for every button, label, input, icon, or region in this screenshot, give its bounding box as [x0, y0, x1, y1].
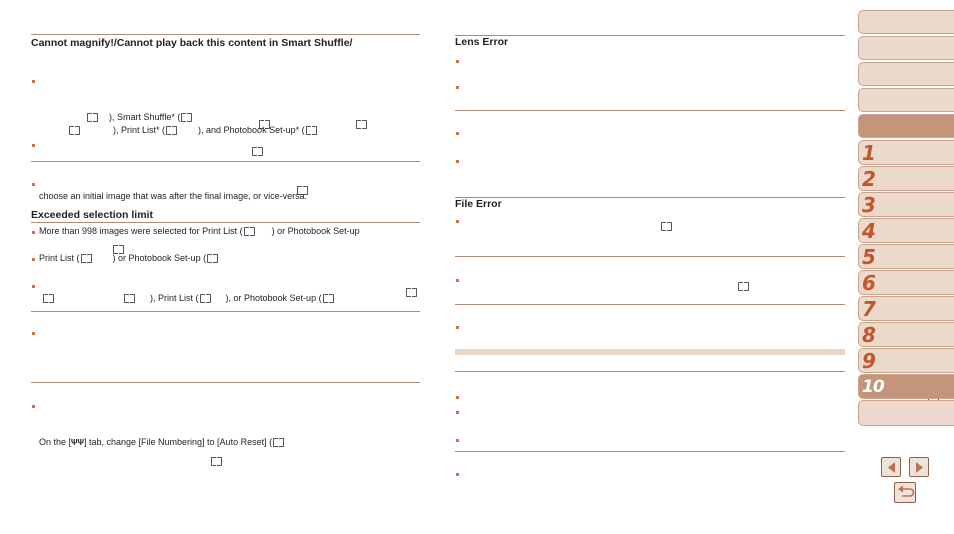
tab-index[interactable] [858, 400, 954, 426]
bullet [32, 183, 35, 186]
rule [31, 161, 420, 162]
rule [455, 35, 845, 36]
bullet [456, 411, 459, 414]
ref-line-1 [86, 112, 193, 123]
rule [455, 304, 845, 305]
bullet [456, 86, 459, 89]
section-heading-file-error: File Error [455, 198, 502, 210]
text: More than 998 images were selected for Print List ( [39, 226, 243, 236]
text: ), Smart Shuffle* ( [109, 112, 181, 122]
back-button[interactable] [894, 482, 916, 503]
bullet [456, 326, 459, 329]
text: ] tab, change [File Numbering] to [Auto Reset] ( [83, 437, 273, 447]
rule [31, 311, 420, 312]
bullet [456, 279, 459, 282]
bullet [456, 396, 459, 399]
book-icon [211, 457, 222, 465]
bullet [32, 258, 35, 261]
tab-label-10: 10 [862, 377, 884, 397]
text: ), or Photobook Set-up ( [225, 293, 322, 303]
book-icon [356, 120, 367, 128]
text: ), Print List ( [150, 293, 199, 303]
return-icon [895, 483, 917, 504]
tab-label-1: 1 [862, 141, 876, 165]
tools-tab-icon: ΨΨ [71, 438, 84, 447]
bullet [456, 160, 459, 163]
rule [31, 382, 420, 383]
right-arrow-icon [910, 458, 930, 478]
book-icon [406, 288, 417, 296]
book-icon [87, 113, 98, 121]
book-icon [69, 126, 80, 134]
section-heading-selection: Exceeded selection limit [31, 209, 153, 221]
rule [455, 451, 845, 452]
book-icon [81, 254, 92, 262]
book-icon [113, 245, 124, 253]
book-icon [323, 294, 334, 302]
rule [455, 110, 845, 111]
rule [455, 256, 845, 257]
section-separator-bar [455, 349, 845, 355]
text-choose-initial: choose an initial image that was after the final image, or vice-versa. [39, 191, 308, 201]
tab-contents[interactable] [858, 36, 954, 60]
bullet [456, 60, 459, 63]
tab-basic-guide[interactable] [858, 62, 954, 86]
bullet [32, 332, 35, 335]
text-print-list-2 [42, 293, 335, 304]
text-more-than [39, 226, 360, 237]
text: ) or Photobook Set-up [271, 226, 360, 236]
bullet [456, 132, 459, 135]
text: On the [ [39, 437, 72, 447]
tab-advanced-guide[interactable] [858, 88, 954, 112]
section-heading-magnify: Cannot magnify!/Cannot play back this content in Smart Shuffle/ [31, 37, 353, 49]
section-heading-lens-error: Lens Error [455, 36, 509, 48]
book-icon [181, 113, 192, 121]
book-icon [661, 222, 672, 230]
next-page-button[interactable] [909, 457, 929, 477]
bullet [32, 405, 35, 408]
tab-label-9: 9 [862, 349, 876, 373]
tab-label-2: 2 [862, 167, 876, 191]
book-icon [200, 294, 211, 302]
left-arrow-icon [882, 458, 902, 478]
book-icon [252, 147, 263, 155]
ref-line-2 [68, 125, 318, 136]
tab-label-3: 3 [862, 193, 876, 217]
bullet [32, 285, 35, 288]
book-icon [273, 438, 284, 446]
text: ) or Photobook Set-up ( [112, 253, 207, 263]
tab-camera-basics[interactable] [858, 114, 954, 138]
book-icon [244, 227, 255, 235]
tab-label-8: 8 [862, 323, 876, 347]
tab-label-5: 5 [862, 245, 876, 269]
bullet [456, 220, 459, 223]
bullet [32, 144, 35, 147]
text: ), Print List* ( [113, 125, 166, 135]
bullet [32, 80, 35, 83]
rule [455, 371, 845, 372]
bullet [456, 473, 459, 476]
tab-label-6: 6 [862, 271, 876, 295]
tab-cover[interactable] [858, 10, 954, 34]
book-icon [124, 294, 135, 302]
rule [31, 34, 420, 35]
book-icon [306, 126, 317, 134]
book-icon [738, 282, 749, 290]
text-print-list [39, 253, 219, 264]
book-icon [43, 294, 54, 302]
text-file-numbering [39, 437, 285, 448]
bullet [456, 439, 459, 442]
bullet [32, 231, 35, 234]
tab-label-4: 4 [862, 219, 876, 243]
tab-label-7: 7 [862, 297, 876, 321]
text: Print List ( [39, 253, 80, 263]
text: ), and Photobook Set-up* ( [198, 125, 305, 135]
prev-page-button[interactable] [881, 457, 901, 477]
book-icon [207, 254, 218, 262]
rule [31, 222, 420, 223]
rule [455, 197, 845, 198]
book-icon [166, 126, 177, 134]
